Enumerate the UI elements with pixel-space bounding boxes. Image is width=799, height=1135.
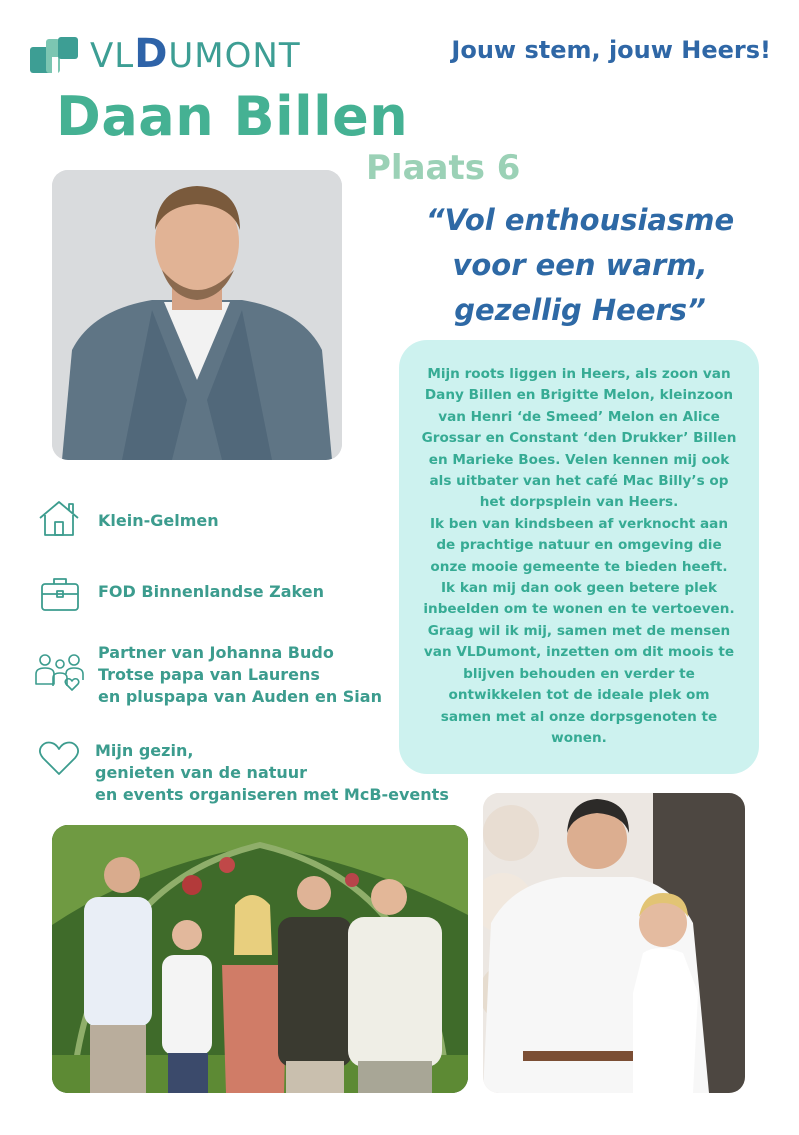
bio-line: inbeelden om te wonen en te vertoeven. <box>423 601 735 618</box>
bio-line: en Marieke Boes. Velen kennen mij ook <box>428 451 730 468</box>
bio-line: ontwikkelen tot de ideale plek om <box>448 687 710 704</box>
hobby-line: genieten van de natuur <box>95 763 308 782</box>
bio-line: Ik kan mij dan ook geen betere plek <box>441 580 717 597</box>
bio-line: onze mooie gemeente te bieden heeft. <box>430 558 728 575</box>
bio-line: Grossar en Constant ‘den Drukker’ Billen <box>421 430 737 447</box>
logo-mark-icon <box>30 35 82 75</box>
family-line: Trotse papa van Laurens <box>98 665 320 684</box>
logo-text: VLDUMONT <box>90 31 301 77</box>
list-place: Plaats 6 <box>366 148 521 188</box>
house-icon <box>37 498 81 538</box>
quote-line: “Vol enthousiasme <box>425 203 735 237</box>
briefcase-icon <box>38 574 82 614</box>
home-location: Klein-Gelmen <box>98 511 219 530</box>
family-icon <box>34 650 86 694</box>
bio-box <box>399 340 759 774</box>
family-photo <box>52 825 468 1093</box>
hobbies-info <box>95 740 449 806</box>
family-line: Partner van Johanna Budo <box>98 643 334 662</box>
candidate-name: Daan Billen <box>56 85 409 148</box>
candidate-quote <box>380 198 780 333</box>
bio-line: het dorpsplein van Heers. <box>479 494 679 511</box>
quote-line: voor een warm, <box>452 248 708 282</box>
heart-icon <box>37 738 81 778</box>
bio-text <box>409 364 749 749</box>
bio-line: als uitbater van het café Mac Billy’s op <box>429 473 729 490</box>
family-line: en pluspapa van Auden en Sian <box>98 687 382 706</box>
bio-line: Graag wil ik mij, samen met de mensen <box>427 622 731 639</box>
bio-line: samen met al onze dorpsgenoten te <box>440 708 718 725</box>
bio-line: Dany Billen en Brigitte Melon, kleinzoon <box>424 387 734 404</box>
family-info <box>98 642 382 708</box>
quote-line: gezellig Heers” <box>454 293 706 327</box>
slogan: Jouw stem, jouw Heers! <box>451 36 771 64</box>
employer: FOD Binnenlandse Zaken <box>98 582 325 601</box>
portrait-photo <box>52 170 342 460</box>
bio-line: wonen. <box>551 729 607 746</box>
bio-line: Ik ben van kindsbeen af verknocht aan <box>429 515 729 532</box>
hobby-line: en events organiseren met McB-events <box>95 785 449 804</box>
father-son-photo <box>483 793 745 1093</box>
bio-line: blijven behouden en verder te <box>463 665 695 682</box>
bio-line: de prachtige natuur en omgeving die <box>436 537 722 554</box>
bio-line: Mijn roots liggen in Heers, als zoon van <box>427 366 731 382</box>
vldumont-logo <box>30 31 320 77</box>
bio-line: van Henri ‘de Smeed’ Melon en Alice <box>438 408 720 425</box>
bio-line: van VLDumont, inzetten om dit moois te <box>423 644 735 661</box>
hobby-line: Mijn gezin, <box>95 741 194 760</box>
